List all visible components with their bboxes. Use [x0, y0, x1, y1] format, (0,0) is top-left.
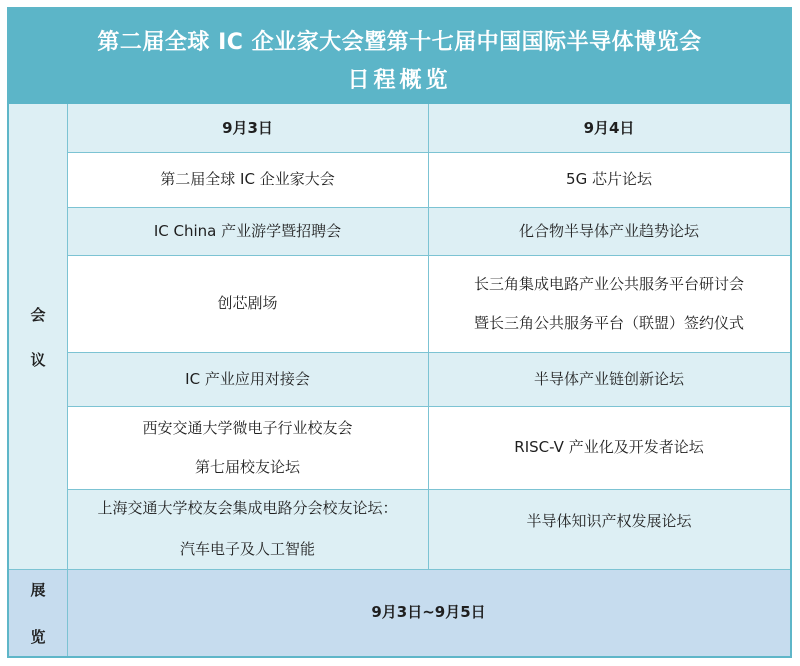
schedule-overview-table — [7, 7, 792, 658]
day2-event-4 — [428, 352, 790, 406]
day1-event-3-text: 创芯剧场 — [217, 294, 278, 312]
grid-line — [9, 569, 790, 570]
day2-event-2-text: 化合物半导体产业趋势论坛 — [518, 221, 699, 240]
exhibition-label-char-2: 览 — [30, 627, 46, 646]
grid-line — [67, 207, 790, 208]
day1-event-5 — [67, 406, 428, 489]
day1-event-1-text: 第二届全球 IC 企业家大会 — [160, 170, 335, 188]
exhibition-dates-cell — [67, 569, 790, 656]
day1-event-5-line-2: 第七届校友论坛 — [194, 457, 300, 476]
day1-event-6-line-2: 汽车电子及人工智能 — [179, 540, 315, 558]
grid-line — [67, 152, 790, 153]
day2-event-2 — [428, 207, 790, 255]
day1-event-3 — [67, 255, 428, 352]
conference-section-label — [9, 104, 67, 569]
schedule-title — [9, 9, 790, 104]
grid-line — [67, 255, 790, 256]
day1-header — [67, 104, 428, 152]
day2-event-3-line-1: 长三角集成电路产业公共服务平台研讨会 — [473, 274, 744, 293]
day1-event-5-line-1: 西安交通大学微电子行业校友会 — [142, 418, 353, 437]
day2-event-1-text: 5G 芯片论坛 — [566, 170, 652, 188]
exhibition-section-label — [9, 569, 67, 656]
day1-event-2-text: IC China 产业游学暨招聘会 — [153, 221, 342, 240]
day1-event-2 — [67, 207, 428, 255]
day2-event-5-text: RISC-V 产业化及开发者论坛 — [514, 438, 704, 456]
exhibition-label-char-1: 展 — [30, 580, 46, 599]
day2-header-text: 9月4日 — [583, 118, 635, 137]
day1-event-6 — [67, 489, 428, 569]
day1-event-4 — [67, 352, 428, 406]
exhibition-dates: 9月3日~9月5日 — [371, 603, 486, 621]
grid-line — [67, 406, 790, 407]
grid-line — [428, 104, 429, 569]
day2-event-3-line-2: 暨长三角公共服务平台（联盟）签约仪式 — [473, 313, 744, 332]
conference-label-char-1: 会 — [30, 305, 46, 324]
day1-header-text: 9月3日 — [222, 118, 273, 137]
grid-line — [67, 489, 790, 490]
grid-line — [67, 104, 68, 656]
day2-event-6-text: 半导体知识产权发展论坛 — [526, 512, 692, 530]
title-line-1: 第二届全球 IC 企业家大会暨第十七届中国国际半导体博览会 — [97, 30, 702, 55]
day2-event-6 — [428, 489, 790, 569]
day1-event-1 — [67, 152, 428, 207]
day2-event-1 — [428, 152, 790, 207]
day2-event-3 — [428, 255, 790, 352]
day1-event-6-line-1: 上海交通大学校友会集成电路分会校友论坛： — [97, 499, 398, 517]
day2-event-5 — [428, 406, 790, 489]
day2-header — [428, 104, 790, 152]
day2-event-4-text: 半导体产业链创新论坛 — [533, 369, 684, 388]
title-line-2: 日程概览 — [347, 68, 452, 93]
grid-line — [67, 352, 790, 353]
conference-label-char-2: 议 — [30, 350, 46, 369]
day1-event-4-text: IC 产业应用对接会 — [185, 369, 310, 388]
